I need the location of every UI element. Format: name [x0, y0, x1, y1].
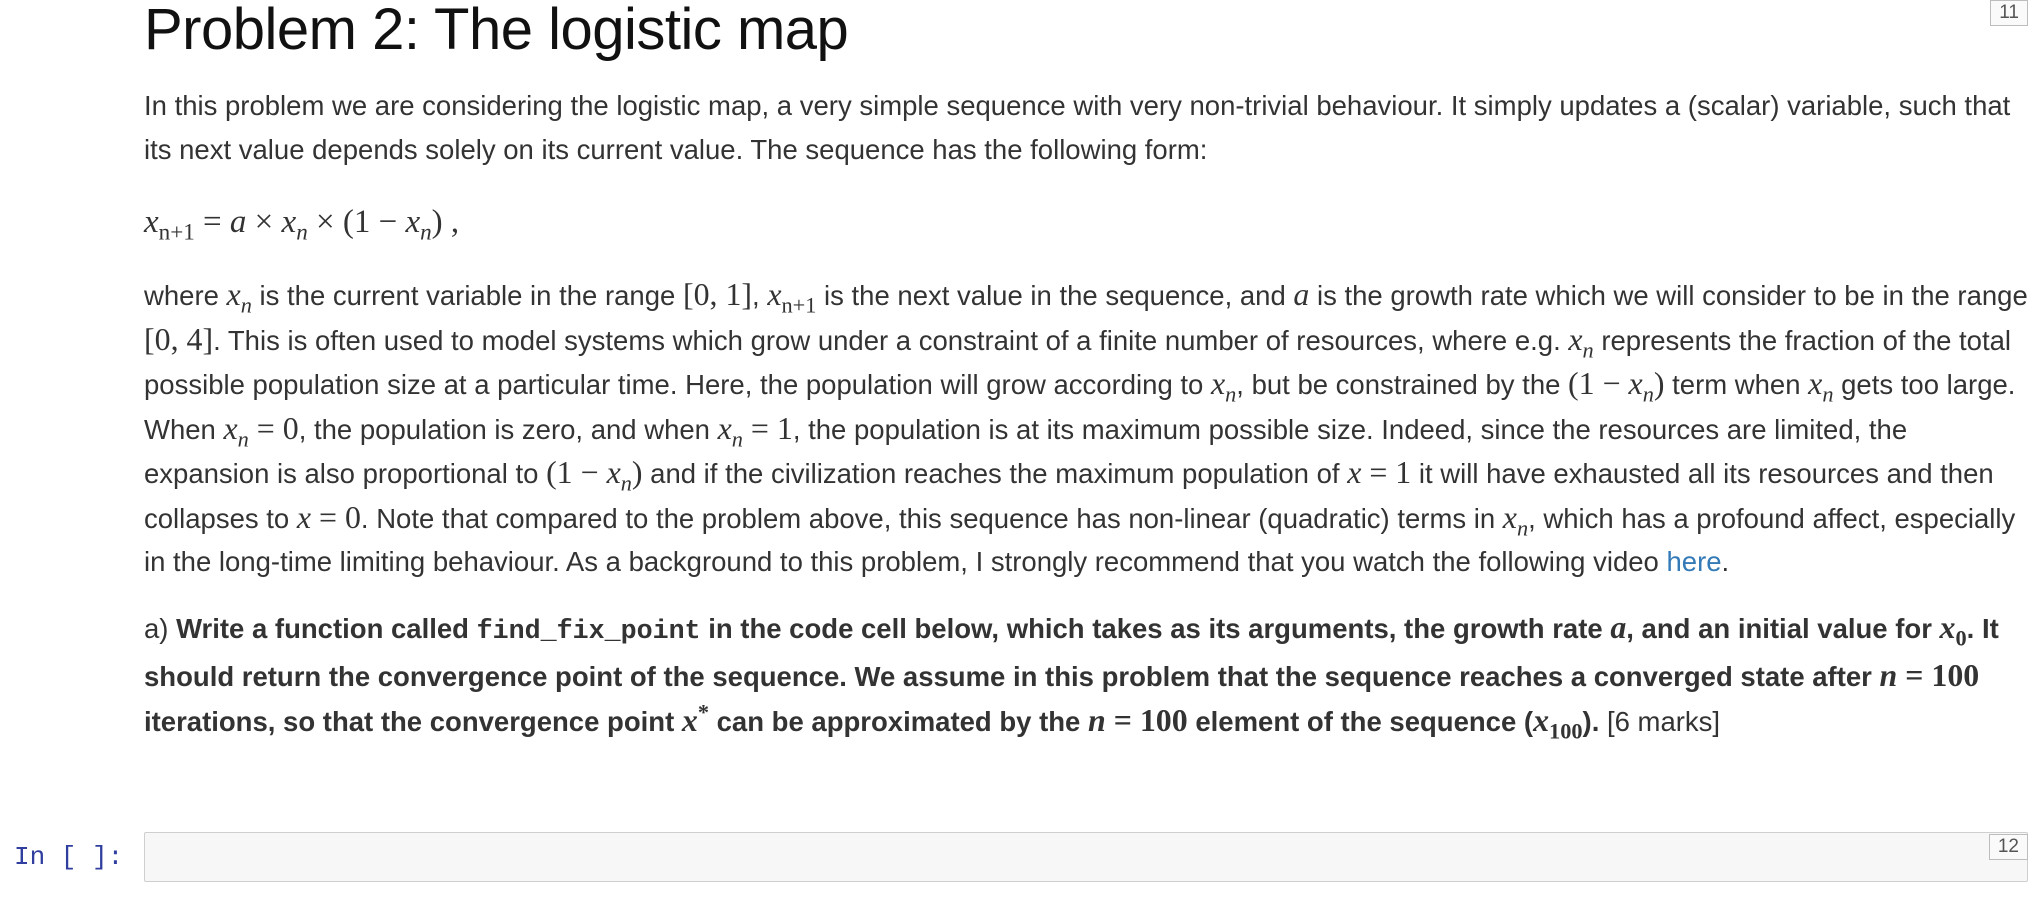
marks-label: [6 marks]	[1599, 705, 1721, 737]
code-cell-number: 12	[1989, 834, 2028, 860]
code-cell[interactable]	[0, 832, 2038, 882]
code-input-area[interactable]	[144, 832, 2028, 882]
input-prompt: In [ ]:	[14, 842, 124, 872]
logistic-map-equation: $x_{n+1} = a \times x_n \times (1 - x_n)$ ,	[144, 204, 460, 245]
problem-heading: Problem 2: The logistic map	[144, 0, 849, 62]
task-paragraph: a) Write a function called find_fix_point in the code cell below, which takes as its arguments, the growth rate a, and an initial value for $x_0$. It should return the convergence point of the sequence. We assume in this problem that the sequence reaches a converged state after n = 100 iterations, so that the convergence point x* can be approximated by the n = 100 element of the sequence $(x_{100})$. [6 marks]	[144, 609, 1999, 743]
markdown-cell[interactable]	[144, 0, 2030, 743]
description-paragraph: where $x_n$ is the current variable in the range [0, 1], $x_{n+1}$ is the next value in the sequence, and a is the growth rate which we will consider to be in the range [0, 4]. This is often used to model systems which grow under a constraint of a finite number of resources, where e.g. $x_n$ represents the fraction of the total possible population size at a particular time. Here, the population will grow according to $x_n$, but be constrained by the $(1 - x_n)$ term when $x_n$ gets too large. When $x_n = 0$, the population is zero, and when $x_n = 1$, the population is at its maximum possible size. Indeed, since the resources are limited, the expansion is also proportional to $(1 - x_n)$ and if the civilization reaches the maximum population of x = 1 it will have exhausted all its resources and then collapses to x = 0. Note that compared to the problem above, this sequence has non-linear (quadratic) terms in $x_n$, which has a profound affect, especially in the long-time limiting behaviour. As a background to this problem, I strongly recommend that you watch the following video here.	[144, 277, 2028, 577]
function-name: find_fix_point	[476, 616, 701, 647]
markdown-cell-number: 11	[1990, 0, 2028, 26]
intro-paragraph: In this problem we are considering the logistic map, a very simple sequence with very non-trivial behaviour. It simply updates a (scalar) variable, such that its next value depends solely on its current value. The sequence has the following form:	[144, 90, 2011, 165]
video-link[interactable]: here	[1666, 546, 1722, 577]
